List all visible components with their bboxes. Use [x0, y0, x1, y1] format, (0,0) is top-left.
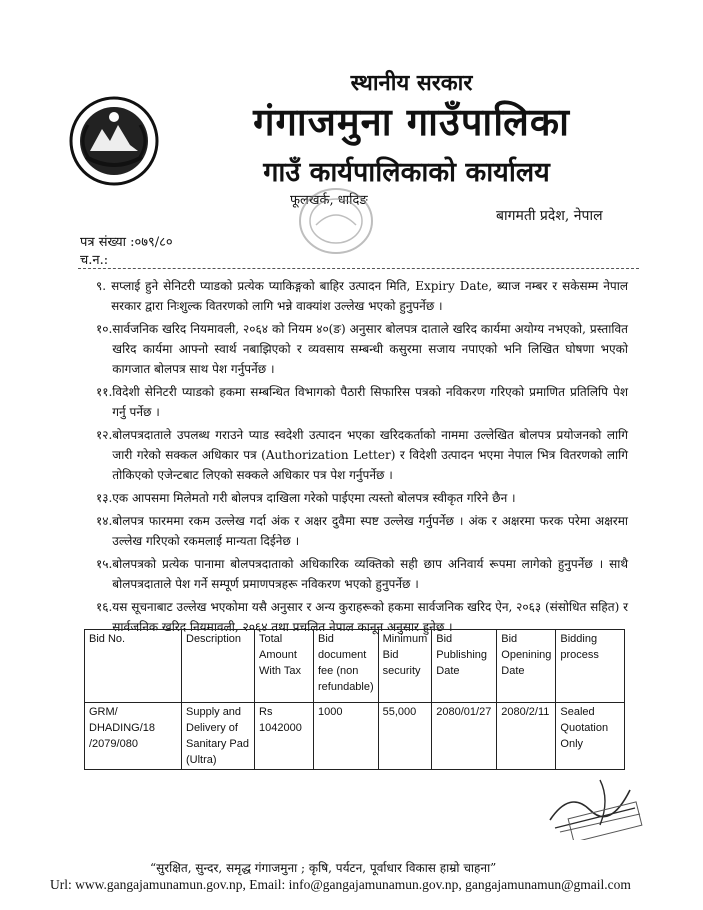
column-header: Bidding process — [556, 630, 625, 703]
item-number: १५. — [96, 557, 113, 571]
letter-number: पत्र संख्या :०७९/८० — [80, 235, 173, 250]
office-location: फूलखर्क, धादिङ — [290, 193, 368, 208]
bidding-process-cell: Sealed Quotation Only — [556, 703, 625, 770]
office-title: गाउँ कार्यपालिकाको कार्यालय — [263, 157, 550, 188]
dispatch-number: च.न.: — [80, 253, 109, 268]
column-header: Bid Publishing Date — [432, 630, 497, 703]
list-item — [96, 511, 628, 551]
item-text: विदेशी सेनिटरी प्याडको हकमा सम्बन्धित विभागको पैठारी सिफारिस पत्रको नविकरण गरिएको प्रमाणित प्रतिलिपि पेश गर्नु पर्नेछ । — [112, 385, 628, 419]
item-number: १२. — [96, 428, 113, 442]
bid-table — [84, 629, 625, 770]
list-item — [96, 276, 628, 316]
description-cell: Supply and Delivery of Sanitary Pad (Ultra) — [182, 703, 255, 770]
item-number: १४. — [96, 514, 113, 528]
item-text: एक आपसमा मिलेमतो गरी बोलपत्र दाखिला गरेको पाईएमा त्यस्तो बोलपत्र स्वीकृत गरिने छैन । — [112, 491, 516, 505]
municipality-emblem-icon — [68, 95, 160, 187]
item-number: ९. — [96, 279, 107, 293]
province-label: बागमती प्रदेश, नेपाल — [496, 208, 603, 224]
column-header: Total Amount With Tax — [255, 630, 314, 703]
item-number: १६. — [96, 600, 113, 614]
office-stamp-icon — [296, 185, 376, 257]
table-row — [85, 703, 625, 770]
bid-number-cell: GRM/ DHADING/18 /2079/080 — [85, 703, 182, 770]
item-text: सप्लाई हुने सेनिटरी प्याडको प्रत्येक प्याकिङ्गको बाहिर उत्पादन मिति, Expiry Date, ब्याज नम्बर र सकेसम्म नेपाल सरकार द्वारा निःशुल्क वितरणको लागि भन्ने वाक्यांश उल्लेख भएको हुनुपर्नेछ । — [111, 279, 628, 313]
column-header: Bid document fee (non refundable) — [314, 630, 379, 703]
footer-motto: “सुरक्षित, सुन्दर, समृद्ध गंगाजमुना ; कृषि, पर्यटन, पूर्वाधार विकास हाम्रो चाहना” — [150, 861, 497, 875]
column-header: Description — [182, 630, 255, 703]
item-text: सार्वजनिक खरिद नियमावली, २०६४ को नियम ४०(ङ) अनुसार बोलपत्र दाताले खरिद कार्यमा अयोग्य नभएको, प्रस्तावित खरिद कार्यमा आफ्नो स्वार्थ नबाझिएको र व्यवसाय सम्बन्धी कसुरमा सजाय नपाएको भनि लिखित घोषणा भएको कागजात बोलपत्र साथ पेश गर्नुपर्नेछ । — [112, 322, 628, 376]
footer-contact: Url: www.gangajamunamun.gov.np, Email: info@gangajamunamun.gov.np, gangajamunamun@gmail.com — [50, 877, 631, 892]
publishing-date-cell: 2080/01/27 — [432, 703, 497, 770]
municipality-title: गंगाजमुना गाउँपालिका — [253, 99, 570, 144]
list-item — [96, 425, 628, 485]
conditions-list — [96, 276, 628, 640]
item-text: बोलपत्रको प्रत्येक पानामा बोलपत्रदाताको अधिकारिक व्यक्तिको सही छाप अनिवार्य रूपमा लागेको हुनुपर्नेछ । साथै बोलपत्रदाताले पेश गर्ने सम्पूर्ण प्रमाणपत्रहरू नविकरण भएको हुनुपर्नेछ । — [112, 557, 628, 591]
column-header: Bid No. — [85, 630, 182, 703]
list-item — [96, 554, 628, 594]
list-item — [96, 319, 628, 379]
header-divider — [78, 268, 639, 269]
amount-cell: Rs 1042000 — [255, 703, 314, 770]
item-text: बोलपत्र फारममा रकम उल्लेख गर्दा अंक र अक्षर दुवैमा स्पष्ट उल्लेख गर्नुपर्नेछ । अंक र अक्षरमा फरक परेमा अक्षरमा उल्लेख गरिएको रकमलाई मान्यता दिईनेछ । — [112, 514, 628, 548]
opening-date-cell: 2080/2/11 — [497, 703, 556, 770]
item-text: बोलपत्रदाताले उपलब्ध गराउने प्याड स्वदेशी उत्पादन भएका खरिदकर्ताको नाममा उल्लेखित बोलपत्र प्रयोजनको लागि जारी गरेको सक्कल अधिकार पत्र (Authorization Letter) र विदेशी उत्पादन भएमा नेपाल भित्र वितरणको लागि तोकिएको एजेन्टबाट लिएको सक्कले अधिकार पत्र पेश गर्नुपर्नेछ । — [112, 428, 628, 482]
item-number: १३. — [96, 491, 113, 505]
column-header: Bid Openining Date — [497, 630, 556, 703]
table-header-row — [85, 630, 625, 703]
document-fee-cell: 1000 — [314, 703, 379, 770]
item-text: यस सूचनाबाट उल्लेख भएकोमा यसै अनुसार र अन्य कुराहरूको हकमा सार्वजनिक खरिद ऐन, २०६३ (संसोधित सहित) र सार्वजनिक खरिद नियमावली, २०६४ तथा प्रचलित नेपाल कानून अनुसार हुनेछ । — [112, 600, 628, 634]
list-item — [96, 488, 628, 508]
item-number: ११. — [96, 385, 113, 399]
item-number: १०. — [96, 322, 113, 336]
column-header: Minimum Bid security — [378, 630, 432, 703]
bid-security-cell: 55,000 — [378, 703, 432, 770]
list-item — [96, 382, 628, 422]
local-government-label: स्थानीय सरकार — [350, 70, 473, 96]
signature-stamp-icon — [540, 770, 650, 840]
